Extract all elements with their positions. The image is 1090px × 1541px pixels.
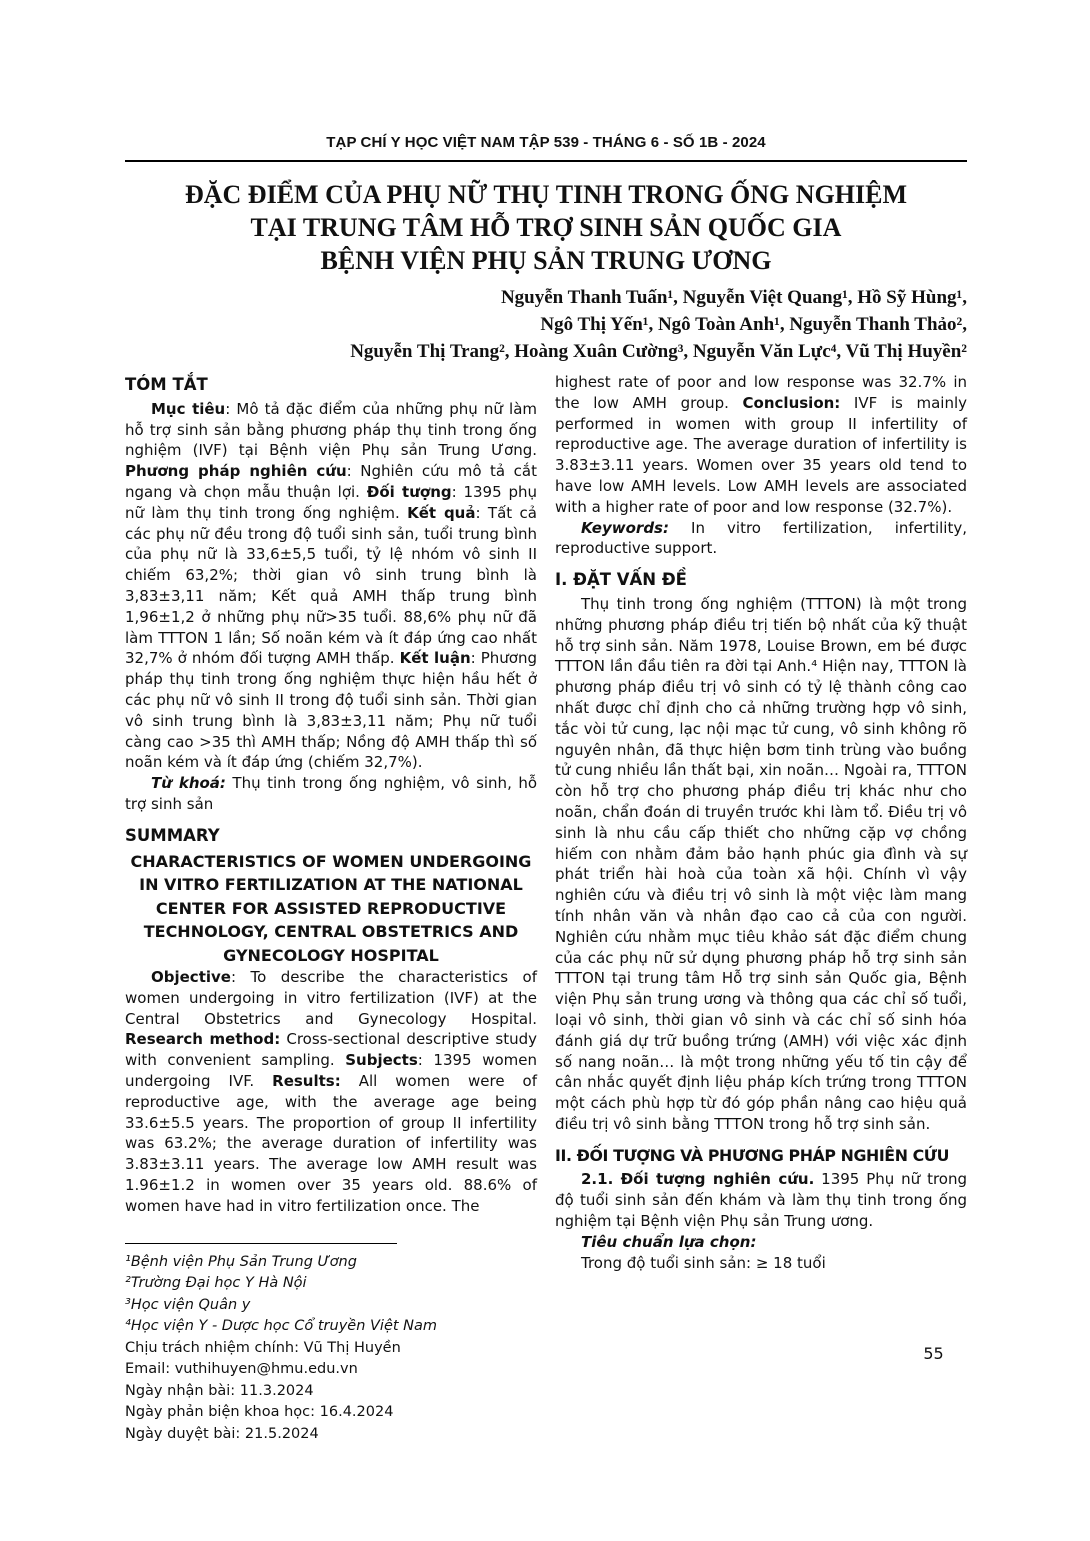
author-line-2: Ngô Thị Yến¹, Ngô Toàn Anh¹, Nguyễn Thanh Thảo², [540,314,967,335]
page-number: 55 [923,1344,944,1363]
english-title: CHARACTERISTICS OF WOMEN UNDERGOING IN VITRO FERTILIZATION AT THE NATIONAL CENTER FOR ASSISTED REPRODUCTIVE TECHNOLOGY, CENTRAL OBSTETRICS AND GYNECOLOGY HOSPITAL [130,851,532,965]
footnote-block [125,1243,537,1446]
keywords-paragraph-vi: Từ khoá: Thụ tinh trong ống nghiệm, vô sinh, hỗ trợ sinh sản [125,774,538,813]
affiliation-1: ¹Bệnh viện Phụ Sản Trung Ương [125,1253,357,1270]
article-title [125,178,967,277]
summary-continuation-paragraph: highest rate of poor and low response was 32.7% in the low AMH group. Conclusion: IVF is mainly performed in women with group II infertility of reproductive age. The average duration of infertility is 3.83±3.11 years. Women over 35 years old tend to have low AMH levels. Low AMH levels are associated with a higher rate of poor and low response (32.7%). [555,373,967,516]
article-title-line-2: TẠI TRUNG TÂM HỖ TRỢ SINH SẢN QUỐC GIA [250,213,842,242]
selection-criteria-heading: Tiêu chuẩn lựa chọn: [581,1232,757,1251]
affiliation-4: ⁴Học viện Y - Dược học Cổ truyền Việt Nam [125,1318,438,1335]
introduction-paragraph: Thụ tinh trong ống nghiệm (TTTON) là một trong những phương pháp điều trị tiến bộ nhất của kỹ thuật hỗ trợ sinh sản. Năm 1978, Louise Brown, em bé được TTTON lần đầu tiên ra đời tại Anh.⁴ Hiện nay, TTTON là phương pháp điều trị vô sinh có tỷ lệ thành công cao nhất được chỉ định cho cả những trường hợp vô sinh, tắc vòi tử cung, lạc nội mạc tử cung, vô sinh không rõ nguyên nhân, đã thực hiện bơm tinh trùng vào buồng tử cung nhiều lần thất bại, xin noãn… Ngoài ra, TTTON còn hỗ trợ cho phương pháp điều trị khác như cho noãn, chẩn đoán di truyền trước khi làm tổ. Điều trị vô sinh là nhu cầu cấp thiết cho những cặp vợ chồng hiếm con nhằm đảm bảo hạnh phúc gia đình và sự phát triển hài hoà của toàn xã hội. Chính vì vậy nghiên cứu và điều trị vô sinh là một việc làm mang tính nhân văn và nhân đạo cao cả của con người. Nghiên cứu nhằm mục tiêu khảo sát đặc điểm chung của các phụ nữ sử dụng phương pháp hỗ trợ sinh sản TTTON tại trung tâm Hỗ trợ sinh sản Quốc gia, Bệnh viện Phụ sản trung ương và thông qua các chỉ số tuổi, loại vô sinh, thời gian vô sinh và các chỉ số sinh hóa đánh giá dự trữ buồng trứng (AMH) với việc xác định số nang noãn… là một trong những yếu tố tin cậy để cân nhắc quyết định liệu pháp kích trứng trong TTTON một cách phù hợp từ đó góp phần nâng cao hiệu quả điều trị vô sinh bằng TTTON trong hỗ trợ sinh sản. [555,594,967,1133]
corresponding-author: Chịu trách nhiệm chính: Vũ Thị Huyền [125,1339,401,1356]
selection-criteria-line: Trong độ tuổi sinh sản: ≥ 18 tuổi [581,1253,826,1272]
section-heading-doi-tuong-phuong-phap: II. ĐỐI TƯỢNG VÀ PHƯƠNG PHÁP NGHIÊN CỨU [555,1145,950,1165]
journal-header: TẠP CHÍ Y HỌC VIỆT NAM TẬP 539 - THÁNG 6 - SỐ 1B - 2024 [326,134,766,151]
affiliation-2: ²Trường Đại học Y Hà Nội [125,1275,307,1292]
corresponding-email: Email: vuthihuyen@hmu.edu.vn [125,1361,358,1378]
author-list [125,284,967,365]
author-line-1: Nguyễn Thanh Tuấn¹, Nguyễn Việt Quang¹, Hồ Sỹ Hùng¹, [500,287,967,308]
footnote-divider [125,1243,397,1244]
section-heading-dat-van-de: I. ĐẶT VẤN ĐỀ [555,570,687,590]
date-received: Ngày nhận bài: 11.3.2024 [125,1382,314,1399]
affiliation-3: ³Học viện Quân y [125,1296,251,1313]
date-accepted: Ngày duyệt bài: 21.5.2024 [125,1425,319,1442]
keywords-paragraph-en: Keywords: In vitro fertilization, infertility, reproductive support. [555,518,967,558]
author-line-3: Nguyễn Thị Trang², Hoàng Xuân Cường³, Nguyễn Văn Lực⁴, Vũ Thị Huyền² [350,341,967,362]
section-heading-tom-tat: TÓM TẮT [125,375,208,394]
left-column [125,372,537,1445]
summary-paragraph: Objective: To describe the characteristics of women undergoing in vitro fertilization (IVF) at the Central Obstetrics and Gynecology Hospital. Research method: Cross-sectional descriptive study with convenient sampling. Subjects: 1395 women undergoing IVF. Results: All women were of reproductive age, with the average age being 33.6±5.5 years. The proportion of group II infertility was 63.2%; the average duration of infertility was 3.83±3.11 years. The average low AMH result was 1.96±1.2 in women over 35 years old. 88.6% of women have had in vitro fertilization once. The [125,968,537,1215]
article-title-line-3: BỆNH VIỆN PHỤ SẢN TRUNG ƯƠNG [320,246,772,275]
article-title-line-1: ĐẶC ĐIỂM CỦA PHỤ NỮ THỤ TINH TRONG ỐNG NGHIỆM [184,180,908,209]
section-heading-summary: SUMMARY [125,825,220,845]
two-column-body [125,372,967,1445]
date-reviewed: Ngày phản biện khoa học: 16.4.2024 [125,1404,394,1421]
header-divider [125,160,967,162]
abstract-paragraph: Mục tiêu: Mô tả đặc điểm của những phụ nữ làm hỗ trợ sinh sản bằng phương pháp thụ tinh trong ống nghiệm (IVF) tại Bệnh viện Phụ sản Trung Ương. Phương pháp nghiên cứu: Nghiên cứu mô tả cắt ngang và chọn mẫu thuận lợi. Đối tượng: 1395 phụ nữ làm thụ tinh trong ống nghiệm. Kết quả: Tất cả các phụ nữ đều trong độ tuổi sinh sản, tuổi trung bình của phụ nữ là 33,6±5,5 tuổi, tỷ lệ nhóm vô sinh II chiếm 63,2%; thời gian vô sinh trung bình là 3,83±3,11 năm; Kết quả AMH thấp trung bình 1,96±1,2 ở những phụ nữ>35 tuổi. 88,6% phụ nữ đã làm TTTON 1 lần; Số noãn kém và ít đáp ứng cao nhất 32,7% ở nhóm đối tượng AMH thấp. Kết luận: Phương pháp thụ tinh trong ống nghiệm thực hiện hầu hết ở các phụ nữ vô sinh II trong độ tuổi sinh sản. Thời gian vô sinh trung bình là 3,83±3,11 năm; Phụ nữ tuổi càng cao >35 thì AMH thấp; Nồng độ AMH thấp thì số noãn kém và ít đáp ứng (chiếm 32,7%). [125,399,537,772]
subjects-paragraph: 2.1. Đối tượng nghiên cứu. 1395 Phụ nữ trong độ tuổi sinh sản đến khám và làm thụ tinh trong ống nghiệm tại Bệnh viện Phụ sản Trung ương. [555,1170,967,1231]
right-column [555,372,967,1445]
